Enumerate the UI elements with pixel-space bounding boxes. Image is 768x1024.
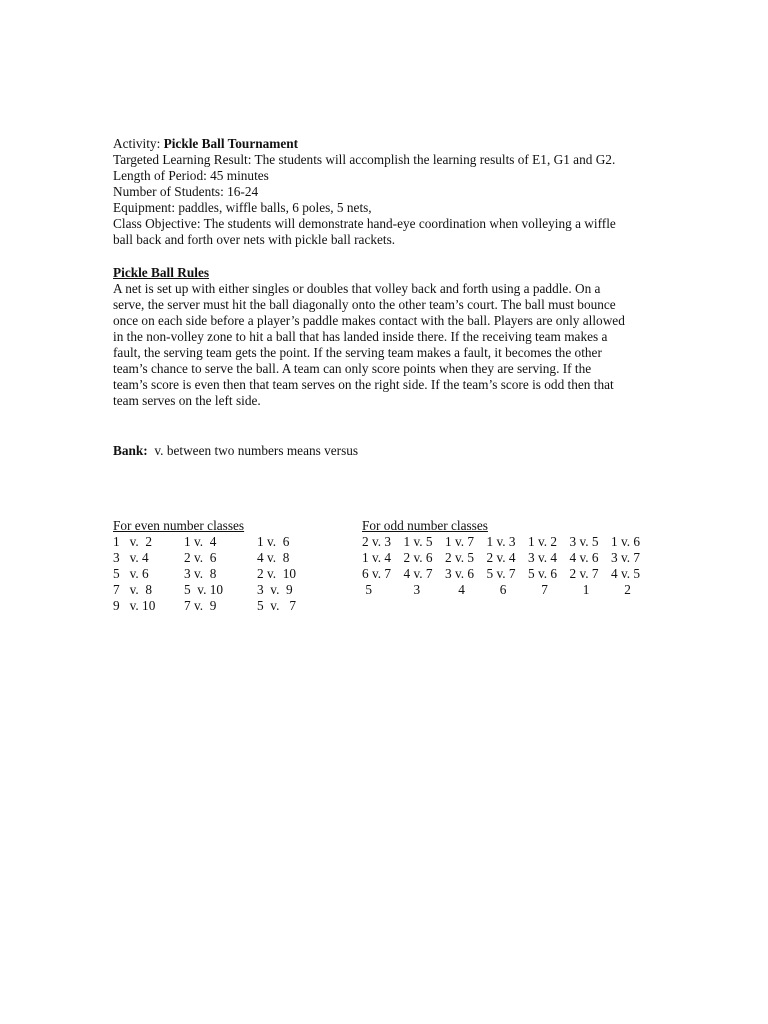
match-cell: 1 v. 5 xyxy=(403,534,433,549)
match-cell: 3 v. 5 xyxy=(569,534,599,549)
match-cell: 3 v. 6 xyxy=(445,566,475,581)
match-cell: 2 v. 10 xyxy=(257,566,297,581)
match-cell: 9 v. 10 xyxy=(113,598,156,613)
table-row xyxy=(362,534,653,550)
table-row xyxy=(113,550,317,566)
match-cell: 3 v. 9 xyxy=(257,582,293,597)
match-cell: 5 v. 7 xyxy=(486,566,516,581)
table-row xyxy=(362,550,653,566)
rules-line: team serves on the left side. xyxy=(113,393,261,408)
match-cell: 5 v. 6 xyxy=(113,566,149,581)
learning-result-line: Targeted Learning Result: The students will accomplish the learning results of E1, G1 and G2. xyxy=(113,152,616,167)
table-row xyxy=(113,598,317,614)
match-cell: 1 v. 4 xyxy=(184,534,217,549)
match-cell: 1 v. 3 xyxy=(486,534,516,549)
activity-title: Pickle Ball Tournament xyxy=(163,136,299,151)
match-cell: 1 v. 2 xyxy=(113,534,153,549)
table-row xyxy=(362,582,653,598)
match-cell: 1 v. 2 xyxy=(528,534,558,549)
bank-text: v. between two numbers means versus xyxy=(147,443,359,458)
match-cell: 2 v. 6 xyxy=(184,550,217,565)
table-row xyxy=(362,566,653,582)
match-cell: 5 v. 10 xyxy=(184,582,224,597)
bank-line xyxy=(113,443,658,459)
rules-line: team’s score is even then that team serves on the right side. If the team’s score is odd then that xyxy=(113,377,614,392)
rules-heading: Pickle Ball Rules xyxy=(113,265,210,280)
match-cell: 3 v. 8 xyxy=(184,566,217,581)
match-cell: 2 v. 3 xyxy=(362,534,392,549)
match-cell: 7 v. 8 xyxy=(113,582,153,597)
rules-line: fault, the serving team gets the point. If the serving team makes a fault, it becomes the other xyxy=(113,345,602,360)
student-count-line: Number of Students: 16-24 xyxy=(113,184,259,199)
odd-classes-heading: For odd number classes xyxy=(362,518,488,533)
objective-line-2: ball back and forth over nets with pickle ball rackets. xyxy=(113,232,396,247)
period-length-line: Length of Period: 45 minutes xyxy=(113,168,269,183)
match-cell: 1 v. 6 xyxy=(611,534,641,549)
activity-line xyxy=(113,136,658,152)
even-classes-section xyxy=(113,518,317,614)
bank-label: Bank: xyxy=(113,443,148,458)
rules-line: team’s chance to serve the ball. A team can only score points when they are serving. If the xyxy=(113,361,592,376)
rules-line: in the non-volley zone to hit a ball that has landed inside there. If the receiving team makes a xyxy=(113,329,608,344)
table-row xyxy=(113,566,317,582)
document-body xyxy=(113,136,658,459)
match-cell: 3 v. 7 xyxy=(611,550,641,565)
table-row xyxy=(113,582,317,598)
match-cell: 3 v. 4 xyxy=(113,550,149,565)
match-cell: 4 v. 7 xyxy=(403,566,433,581)
match-cell: 5 v. 6 xyxy=(528,566,558,581)
match-cell: 5 v. 7 xyxy=(257,598,297,613)
match-cell: 2 v. 6 xyxy=(403,550,433,565)
match-cell: 6 v. 7 xyxy=(362,566,392,581)
match-cell: 2 v. 4 xyxy=(486,550,516,565)
even-classes-table xyxy=(113,534,317,614)
match-cell: 4 v. 6 xyxy=(569,550,599,565)
rules-line: A net is set up with either singles or doubles that volley back and forth using a paddle. On a xyxy=(113,281,601,296)
rules-line: once on each side before a player’s paddle makes contact with the ball. Players are only allowed xyxy=(113,313,625,328)
match-cell: 5 xyxy=(362,582,372,597)
match-cell: 4 xyxy=(445,582,465,597)
match-cell: 1 v. 4 xyxy=(362,550,392,565)
match-cell: 2 xyxy=(611,582,631,597)
match-cell: 3 xyxy=(403,582,421,597)
match-cell: 1 xyxy=(569,582,590,597)
objective-line-1: Class Objective: The students will demonstrate hand-eye coordination when volleying a wiffle xyxy=(113,216,616,231)
odd-classes-table xyxy=(362,534,653,598)
match-cell: 1 v. 6 xyxy=(257,534,290,549)
match-cell: 3 v. 4 xyxy=(528,550,558,565)
match-cell: 7 v. 9 xyxy=(184,598,217,613)
match-cell: 4 v. 8 xyxy=(257,550,290,565)
match-cell: 2 v. 7 xyxy=(569,566,599,581)
match-cell: 7 xyxy=(528,582,548,597)
activity-label: Activity: xyxy=(113,136,164,151)
match-cell: 6 xyxy=(486,582,507,597)
match-cell: 1 v. 7 xyxy=(445,534,475,549)
match-cell: 2 v. 5 xyxy=(445,550,475,565)
odd-classes-section xyxy=(362,518,653,598)
rules-line: serve, the server must hit the ball diagonally onto the other team’s court. The ball must bounce xyxy=(113,297,616,312)
equipment-line: Equipment: paddles, wiffle balls, 6 poles, 5 nets, xyxy=(113,200,372,215)
match-cell: 4 v. 5 xyxy=(611,566,641,581)
even-classes-heading: For even number classes xyxy=(113,518,245,533)
table-row xyxy=(113,534,317,550)
